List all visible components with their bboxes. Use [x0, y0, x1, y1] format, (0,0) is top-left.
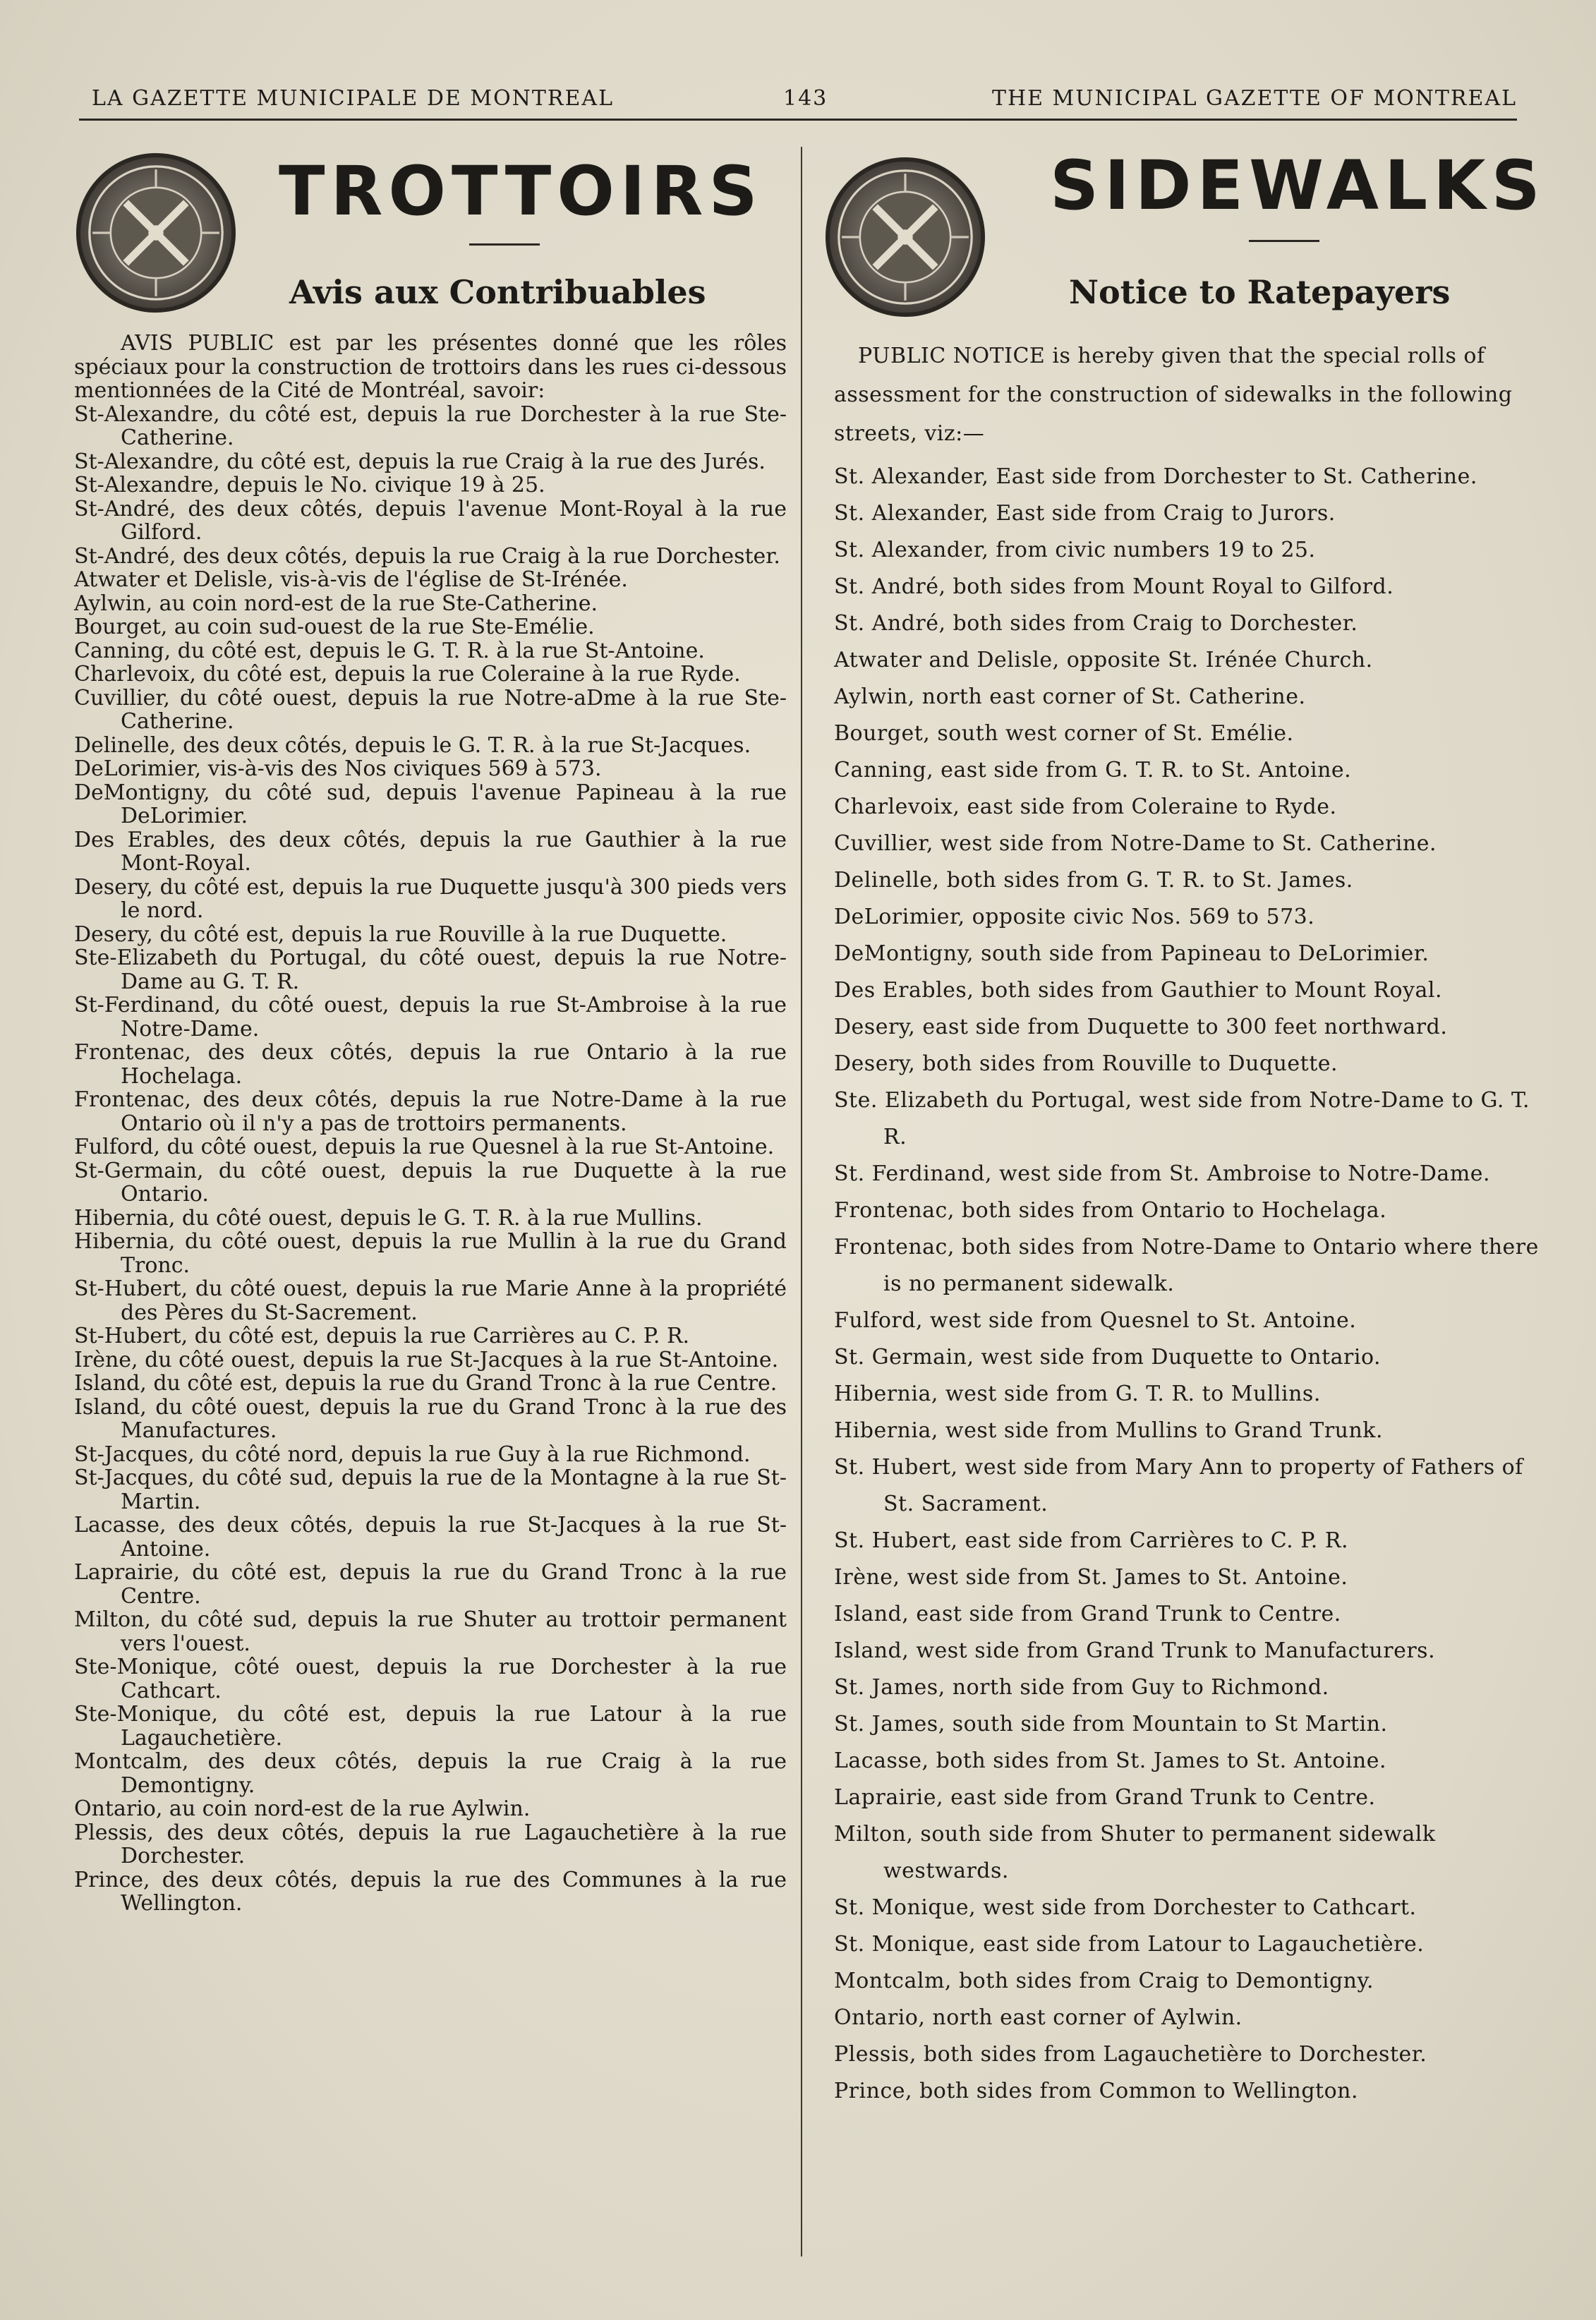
french-street-item: Laprairie, du côté est, depuis la rue du Grand Tronc à la rue Centre.	[74, 1560, 787, 1609]
english-street-item: Fulford, west side from Quesnel to St. Antoine.	[834, 1308, 1357, 1333]
english-street-item: St. Ferdinand, west side from St. Ambroise to Notre-Dame.	[834, 1161, 1491, 1186]
city-seal-icon	[76, 153, 236, 313]
french-street-item: St-Jacques, du côté nord, depuis la rue Guy à la rue Richmond.	[74, 1442, 751, 1467]
english-street-item: Charlevoix, east side from Coleraine to Ryde.	[834, 795, 1337, 819]
french-street-item: Fulford, du côté ouest, depuis la rue Quesnel à la rue St-Antoine.	[74, 1135, 775, 1159]
french-street-item: Desery, du côté est, depuis la rue Duquette jusqu'à 300 pieds vers le nord.	[74, 874, 787, 923]
french-street-item: Cuvillier, du côté ouest, depuis la rue Notre-aDme à la rue Ste-Catherine.	[74, 685, 787, 734]
english-street-item: Ontario, north east corner of Aylwin.	[834, 2005, 1243, 2030]
french-street-item: St-Hubert, du côté ouest, depuis la rue Marie Anne à la propriété des Pères du St-Sacrement.	[74, 1276, 787, 1325]
english-street-item: DeLorimier, opposite civic Nos. 569 to 573.	[834, 905, 1315, 929]
english-street-item: Cuvillier, west side from Notre-Dame to St. Catherine.	[834, 831, 1437, 856]
french-street-item: Bourget, au coin sud-ouest de la rue Ste-Emélie.	[74, 615, 595, 639]
french-street-item: St-Hubert, du côté est, depuis la rue Carrières au C. P. R.	[74, 1324, 690, 1348]
french-street-item: Atwater et Delisle, vis-à-vis de l'église de St-Irénée.	[74, 567, 628, 592]
french-street-item: Canning, du côté est, depuis le G. T. R. à la rue St-Antoine.	[74, 638, 705, 663]
english-street-item: St. André, both sides from Craig to Dorchester.	[834, 611, 1358, 636]
header-rule	[79, 119, 1517, 121]
english-street-item: Irène, west side from St. James to St. Antoine.	[834, 1565, 1348, 1590]
french-street-item: Lacasse, des deux côtés, depuis la rue St-Jacques à la rue St-Antoine.	[74, 1513, 787, 1561]
running-head	[92, 79, 1517, 114]
english-street-item: Montcalm, both sides from Craig to Demontigny.	[834, 1969, 1374, 1993]
french-subtitle: Avis aux Contribuables	[289, 273, 706, 311]
english-street-item: St. Alexander, from civic numbers 19 to 25.	[834, 538, 1316, 562]
english-street-item: St. Hubert, west side from Mary Ann to property of Fathers of St. Sacrament.	[834, 1455, 1523, 1516]
french-street-item: St-André, des deux côtés, depuis l'avenue Mont-Royal à la rue Gilford.	[74, 496, 787, 545]
french-street-item: Montcalm, des deux côtés, depuis la rue Craig à la rue Demontigny.	[74, 1749, 787, 1798]
english-street-item: Prince, both sides from Common to Wellington.	[834, 2079, 1359, 2103]
header-french-title: LA GAZETTE MUNICIPALE DE MONTREAL	[92, 86, 615, 111]
french-street-item: Milton, du côté sud, depuis la rue Shuter au trottoir permanent vers l'ouest.	[74, 1607, 787, 1656]
english-street-item: St. Alexander, East side from Craig to Jurors.	[834, 501, 1336, 526]
english-street-item: St. Monique, east side from Latour to Lagauchetière.	[834, 1932, 1425, 1957]
english-street-item: Plessis, both sides from Lagauchetière to Dorchester.	[834, 2042, 1427, 2067]
french-street-item: Ste-Elizabeth du Portugal, du côté ouest, depuis la rue Notre-Dame au G. T. R.	[74, 945, 787, 994]
french-intro: AVIS PUBLIC est par les présentes donné que les rôles spéciaux pour la construction de trottoirs dans les rues ci-dessous mentionnées de la Cité de Montréal, savoir:	[74, 331, 787, 403]
french-street-item: Prince, des deux côtés, depuis la rue des Communes à la rue Wellington.	[74, 1867, 787, 1916]
english-street-item: Bourget, south west corner of St. Emélie.	[834, 721, 1294, 746]
english-intro: PUBLIC NOTICE is hereby given that the special rolls of assessment for the construction of sidewalks in the following streets, viz:—	[834, 344, 1513, 446]
english-street-item: St. André, both sides from Mount Royal to Gilford.	[834, 574, 1394, 599]
english-street-item: Delinelle, both sides from G. T. R. to St. James.	[834, 868, 1353, 893]
english-subtitle: Notice to Ratepayers	[1069, 273, 1451, 311]
french-street-item: Ste-Monique, du côté est, depuis la rue Latour à la rue Lagauchetière.	[74, 1702, 787, 1751]
french-street-item: Frontenac, des deux côtés, depuis la rue Notre-Dame à la rue Ontario où il n'y a pas de trottoirs permanents.	[74, 1087, 787, 1136]
city-seal-icon	[826, 157, 985, 317]
english-street-item: Desery, east side from Duquette to 300 feet northward.	[834, 1015, 1448, 1039]
english-street-item: St. Monique, west side from Dorchester to Cathcart.	[834, 1895, 1417, 1920]
french-street-item: Plessis, des deux côtés, depuis la rue Lagauchetière à la rue Dorchester.	[74, 1820, 787, 1868]
english-title-rule	[1249, 240, 1319, 242]
french-street-item: St-Ferdinand, du côté ouest, depuis la rue St-Ambroise à la rue Notre-Dame.	[74, 993, 787, 1041]
english-street-item: St. Alexander, East side from Dorchester to St. Catherine.	[834, 464, 1477, 489]
french-title-rule	[469, 243, 540, 246]
french-notice-body	[74, 332, 787, 1916]
french-street-item: Des Erables, des deux côtés, depuis la rue Gauthier à la rue Mont-Royal.	[74, 827, 787, 876]
english-street-item: Atwater and Delisle, opposite St. Irénée Church.	[834, 648, 1373, 672]
english-title: SIDEWALKS	[1050, 146, 1546, 225]
french-street-item: Hibernia, du côté ouest, depuis la rue Mullin à la rue du Grand Tronc.	[74, 1229, 787, 1278]
french-street-item: St-Jacques, du côté sud, depuis la rue de la Montagne à la rue St-Martin.	[74, 1466, 787, 1514]
french-street-item: Desery, du côté est, depuis la rue Rouville à la rue Duquette.	[74, 922, 727, 947]
column-divider	[801, 147, 802, 2256]
english-street-item: St. James, south side from Mountain to St Martin.	[834, 1712, 1388, 1736]
french-street-item: St-André, des deux côtés, depuis la rue Craig à la rue Dorchester.	[74, 543, 780, 569]
french-street-item: St-Alexandre, du côté est, depuis la rue Craig à la rue des Jurés.	[74, 449, 766, 474]
french-street-item: DeLorimier, vis-à-vis des Nos civiques 569 à 573.	[74, 756, 602, 781]
english-street-item: St. Hubert, east side from Carrières to C. P. R.	[834, 1528, 1348, 1553]
header-english-title: THE MUNICIPAL GAZETTE OF MONTREAL	[991, 86, 1517, 111]
english-street-item: St. James, north side from Guy to Richmond.	[834, 1675, 1329, 1700]
french-street-item: Delinelle, des deux côtés, depuis le G. T. R. à la rue St-Jacques.	[74, 732, 751, 758]
english-street-item: Des Erables, both sides from Gauthier to Mount Royal.	[834, 978, 1442, 1003]
french-street-item: St-Alexandre, du côté est, depuis la rue Dorchester à la rue Ste-Catherine.	[74, 401, 787, 450]
english-street-item: Ste. Elizabeth du Portugal, west side from Notre-Dame to G. T. R.	[834, 1088, 1530, 1149]
english-street-item: Frontenac, both sides from Ontario to Hochelaga.	[834, 1198, 1387, 1223]
french-street-item: Ontario, au coin nord-est de la rue Aylwin.	[74, 1796, 531, 1821]
french-street-item: DeMontigny, du côté sud, depuis l'avenue Papineau à la rue DeLorimier.	[74, 780, 787, 828]
english-street-item: Hibernia, west side from Mullins to Grand Trunk.	[834, 1418, 1384, 1443]
french-street-item: Ste-Monique, côté ouest, depuis la rue Dorchester à la rue Cathcart.	[74, 1655, 787, 1703]
english-street-item: St. Germain, west side from Duquette to Ontario.	[834, 1345, 1382, 1370]
french-street-item: St-Germain, du côté ouest, depuis la rue Duquette à la rue Ontario.	[74, 1158, 787, 1207]
french-street-item: Hibernia, du côté ouest, depuis le G. T. R. à la rue Mullins.	[74, 1205, 703, 1231]
english-street-item: DeMontigny, south side from Papineau to DeLorimier.	[834, 941, 1429, 966]
english-street-item: Lacasse, both sides from St. James to St. Antoine.	[834, 1748, 1387, 1773]
french-street-item: Irène, du côté ouest, depuis la rue St-Jacques à la rue St-Antoine.	[74, 1347, 779, 1372]
french-street-item: Island, du côté ouest, depuis la rue du Grand Tronc à la rue des Manufactures.	[74, 1394, 787, 1443]
english-street-item: Aylwin, north east corner of St. Catherine.	[834, 684, 1306, 709]
english-street-item: Hibernia, west side from G. T. R. to Mullins.	[834, 1382, 1321, 1406]
english-street-item: Desery, both sides from Rouville to Duquette.	[834, 1051, 1338, 1076]
english-street-item: Island, east side from Grand Trunk to Centre.	[834, 1602, 1341, 1626]
english-street-item: Milton, south side from Shuter to permanent sidewalk westwards.	[834, 1822, 1436, 1883]
english-notice-body	[834, 337, 1559, 2110]
french-street-item: Frontenac, des deux côtés, depuis la rue Ontario à la rue Hochelaga.	[74, 1040, 787, 1089]
french-street-item: Aylwin, au coin nord-est de la rue Ste-Catherine.	[74, 591, 598, 616]
french-street-item: Island, du côté est, depuis la rue du Grand Tronc à la rue Centre.	[74, 1371, 778, 1396]
english-street-item: Frontenac, both sides from Notre-Dame to Ontario where there is no permanent sidewalk.	[834, 1235, 1539, 1296]
french-title: TROTTOIRS	[279, 152, 763, 231]
french-street-item: Charlevoix, du côté est, depuis la rue Coleraine à la rue Ryde.	[74, 662, 741, 687]
english-street-item: Canning, east side from G. T. R. to St. Antoine.	[834, 758, 1352, 783]
french-street-item: St-Alexandre, depuis le No. civique 19 à 25.	[74, 473, 545, 497]
english-street-item: Island, west side from Grand Trunk to Manufacturers.	[834, 1638, 1436, 1663]
page-number: 143	[783, 86, 828, 111]
english-street-item: Laprairie, east side from Grand Trunk to Centre.	[834, 1785, 1376, 1810]
